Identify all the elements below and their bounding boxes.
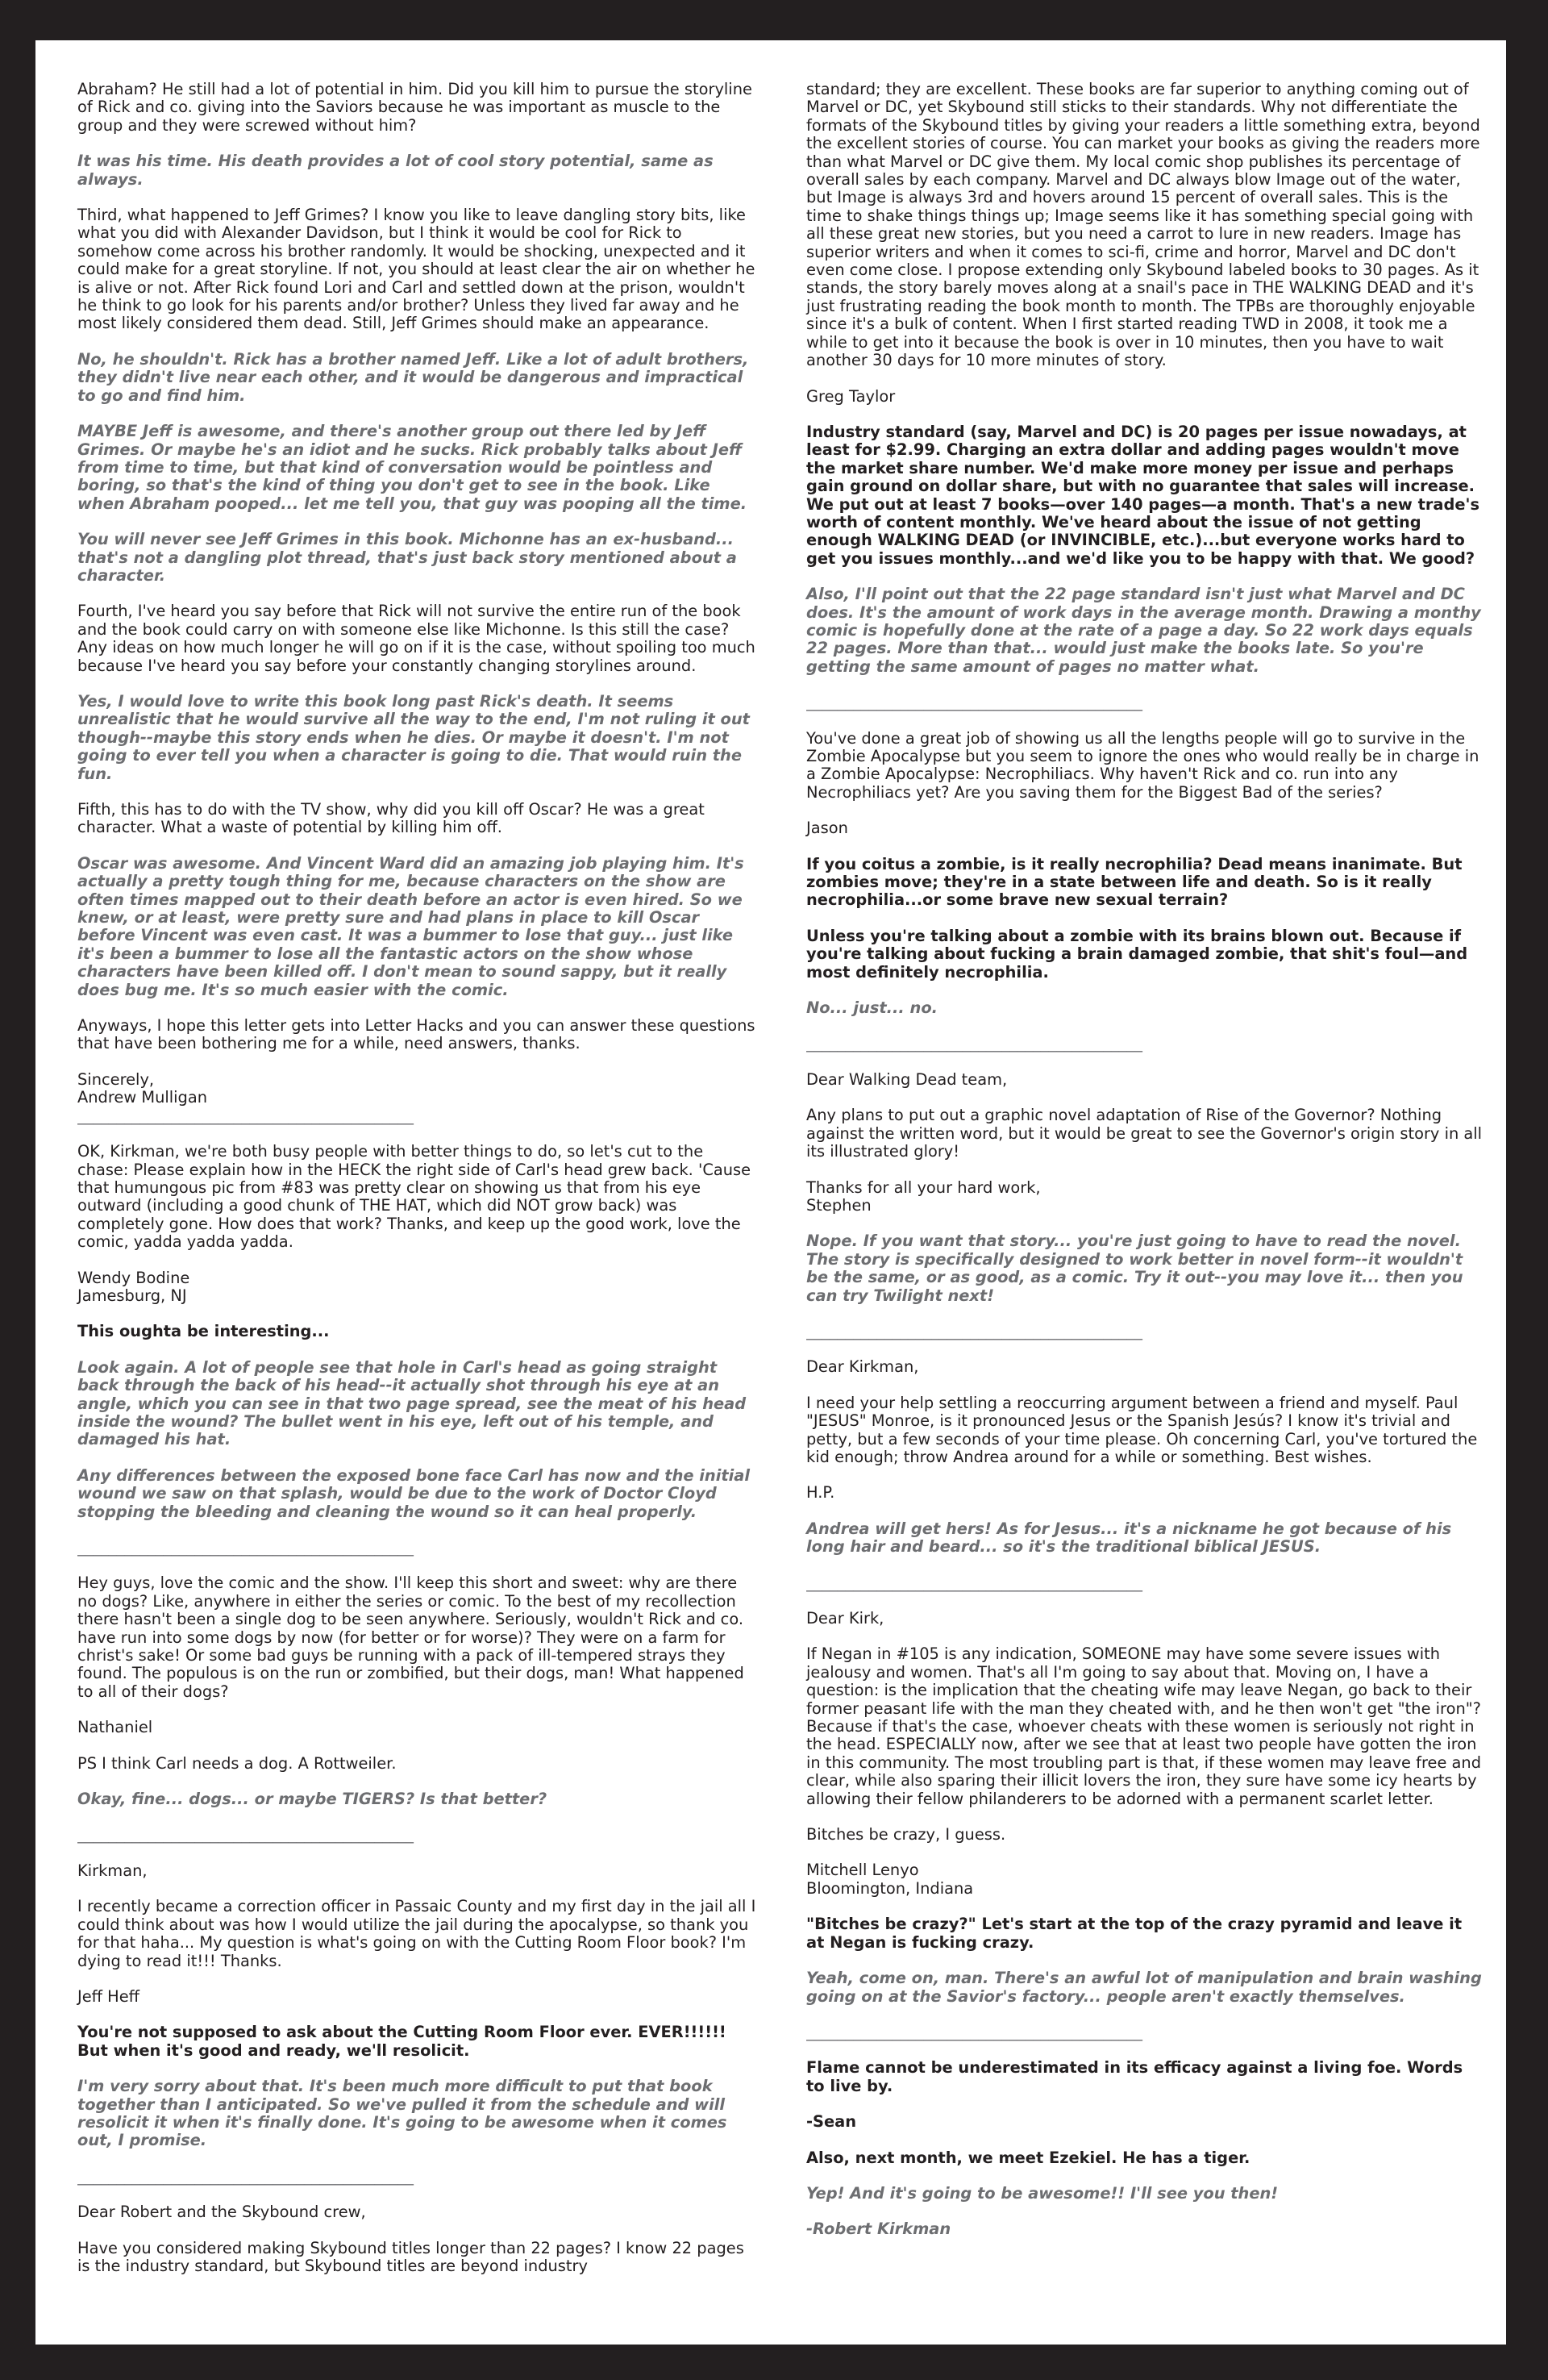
reader-letter-paragraph: Dear Kirk, <box>806 1609 884 1628</box>
reader-letter-paragraph: Kirkman, <box>77 1861 148 1880</box>
section-divider: ___________________________________________ <box>77 2167 414 2186</box>
reader-letter-paragraph: Dear Robert and the Skybound crew, <box>77 2203 366 2222</box>
editor-reply: I'm very sorry about that. It's been much more difficult to put that book together than I anticipated. So we've pulled it from the schedule and will resolicit it when it's finally done. It's going to be awesome when it comes out, I promise. <box>77 2077 727 2150</box>
letters-page <box>35 40 1506 2345</box>
reader-letter-paragraph: Jason <box>806 819 848 838</box>
reader-letter-paragraph: You've done a great job of showing us all the lengths people will go to survive in the Zombie Apocalypse but you seem to ignore the ones who would really be in charge in a Zombie Apocalypse: Necrophiliacs. Why haven't Rick and co. run into any Necrophiliacs yet? Are you saving them for the Biggest Bad of the series? <box>806 728 1479 802</box>
reader-letter-paragraph: Fifth, this has to do with the TV show, why did you kill off Oscar? He was a great character. What a waste of potential by killing him off. <box>77 800 705 837</box>
editor-response: Also, next month, we meet Ezekiel. He has a tiger. <box>806 2148 1250 2167</box>
section-divider: ___________________________________________ <box>77 1826 414 1844</box>
reader-letter-paragraph: Dear Kirkman, <box>806 1357 919 1377</box>
editor-reply: Okay, fine... dogs... or maybe TIGERS? Is that better? <box>77 1790 547 1809</box>
reader-letter-paragraph: Bloomington, Indiana <box>806 1878 974 1898</box>
editor-response: Flame cannot be underestimated in its efficacy against a living foe. Words to live by. <box>806 2058 1463 2095</box>
reader-letter-paragraph: Have you considered making Skybound titles longer than 22 pages? I know 22 pages is the industry standard, but Skybound titles are beyond industry <box>77 2238 744 2275</box>
editor-response: "Bitches be crazy?" Let's start at the top of the crazy pyramid and leave it at Negan is fucking crazy. <box>806 1915 1463 1952</box>
left-column <box>77 81 756 2293</box>
reader-letter-paragraph: Dear Walking Dead team, <box>806 1069 1008 1089</box>
editor-response: If you coitus a zombie, is it really necrophilia? Dead means inanimate. But zombies move; they're in a state between life and death. So is it really necrophilia...or some brave new sexual terrain? <box>806 854 1463 910</box>
letter-signature: Sincerely, <box>77 1069 155 1089</box>
editor-reply: Andrea will get hers! As for Jesus... it's a nickname he got because of his long hair and beard... so it's the traditional biblical JESUS. <box>806 1519 1452 1557</box>
editor-reply: Yes, I would love to write this book long past Rick's death. It seems unrealistic that he would survive all the way to the end, I'm not ruling it out though--maybe this story ends when he dies. Or maybe it doesn't. I'm not going to ever tell you when a character is going to die. That would ruin the fun. <box>77 691 750 783</box>
reader-letter-paragraph: PS I think Carl needs a dog. A Rottweiler. <box>77 1753 397 1773</box>
section-divider: ___________________________________________ <box>806 1035 1142 1053</box>
editor-response: You're not supposed to ask about the Cutting Room Floor ever. EVER!!!!!! But when it's good and ready, we'll resolicit. <box>77 2023 726 2060</box>
section-divider: ___________________________________________ <box>806 694 1142 712</box>
reader-letter-paragraph: Bitches be crazy, I guess. <box>806 1825 1006 1844</box>
letter-signature: Mitchell Lenyo <box>806 1861 919 1880</box>
reader-letter-paragraph: standard; they are excellent. These books are far superior to anything coming out of Marvel or DC, yet Skybound still sticks to their standards. Why not differentiate the formats of the Skybound titles by giving your readers a little something extra, beyond the excellent stories of course. You can market your books as giving the readers more than what Marvel or DC give them. My local comic shop publishes its percentage of overall sales by each company. Marvel and DC always blow Image out of the water, but Image is always 3rd and hovers around 15 percent of overall sales. This is the time to shake things things up; Image seems like it has something special going with all these great new stories, but you need a carrot to lure in new readers. Image has superior writers and when it comes to sci-fi, crime and horror, Marvel and DC don't even come close. I propose extending only Skybound labeled books to 30 pages. As it stands, the story barely moves along at a snail's pace in THE WALKING DEAD and it's just frustrating reading the book month to month. The TPBs are thoroughly enjoyable since it's a bulk of content. When I first started reading TWD in 2008, it took me a while to get into it because the book is over in 10 minutes, then you have to wait another 30 days for 10 more minutes of story. <box>806 80 1480 370</box>
letter-signature: Wendy Bodine <box>77 1268 190 1287</box>
section-divider: ___________________________________________ <box>806 2023 1142 2041</box>
reader-letter-paragraph: Stephen <box>806 1195 872 1215</box>
editor-response: Unless you're talking about a zombie with its brains blown out. Because if you're talking about fucking a brain damaged zombie, that shit's foul—and most definitely necrophilia. <box>806 926 1468 982</box>
reader-letter-paragraph: Hey guys, love the comic and the show. I'll keep this short and sweet: why are there no dogs? Like, anywhere in either the series or comic. To the best of my recollection there hasn't been a single dog to be seen anywhere. Seriously, wouldn't Rick and co. have run into some dogs by now (for better or for worse)? They were on a farm for christ's sake! Or some bad guys be running with a pack of ill-tempered strays they found. The populous is on the run or zombified, but their dogs, man! What happened to all of their dogs? <box>77 1573 744 1701</box>
reader-letter-paragraph: H.P. <box>806 1483 835 1503</box>
editor-reply: Also, I'll point out that the 22 page standard isn't just what Marvel and DC does. It's the amount of work days in the average month. Drawing a monthy comic is hopefully done at the rate of a page a day. So 22 work days equals 22 pages. More than that... would just make the books late. So you're getting the same amount of pages no matter what. <box>806 585 1481 676</box>
right-column <box>806 81 1485 2257</box>
reader-letter-paragraph: Any plans to put out a graphic novel adaptation of Rise of the Governor? Nothing against the written word, but it would be great to see the Governor's origin story in all its illustrated glory! <box>806 1106 1483 1161</box>
reader-letter-paragraph: If Negan in #105 is any indication, SOMEONE may have some severe issues with jealousy and women. That's all I'm going to say about that. Moving on, I have a question: is the implication that the cheating wife may leave Negan, go back to their former peasant life with the man they cheated with, and he then won't get "the iron"? Because if that's the case, whoever cheats with these women is seriously not right in the head. ESPECIALLY now, after we see that at least two people have gotten the iron in this community. The most troubling part is that, if these women may leave free and clear, while also sparing their illicit lovers the iron, they sure have some icy hearts by allowing their fellow philanderers to be adorned with a permanent scarlet letter. <box>806 1644 1482 1808</box>
editor-response: -Sean <box>806 2112 857 2132</box>
reader-letter-paragraph: Nathaniel <box>77 1718 153 1737</box>
editor-reply: Yeah, come on, man. There's an awful lot of manipulation and brain washing going on at the Savior's factory... people aren't exactly themselves. <box>806 1969 1482 2006</box>
letter-signature: Andrew Mulligan <box>77 1088 208 1107</box>
editor-reply: No, he shouldn't. Rick has a brother named Jeff. Like a lot of adult brothers, they didn't live near each other, and it would be dangerous and impractical to go and find him. <box>77 349 749 405</box>
reader-letter-paragraph: Fourth, I've heard you say before that Rick will not survive the entire run of the book and the book could carry on with someone else like Michonne. Is this still the case? Any ideas on how much longer he will go on if it is the case, without spoiling too much because I've heard you say before your constantly changing storylines around. <box>77 602 755 675</box>
editor-response: This oughta be interesting... <box>77 1322 330 1341</box>
editor-reply: -Robert Kirkman <box>806 2220 951 2239</box>
editor-reply: Any differences between the exposed bone face Carl has now and the initial wound we saw on that splash, would be due to the work of Doctor Cloyd stopping the bleeding and cleaning the wound so it can heal properly. <box>77 1465 751 1521</box>
editor-reply: It was his time. His death provides a lot of cool story potential, same as always. <box>77 152 714 189</box>
section-divider: ___________________________________________ <box>77 1539 414 1557</box>
editor-reply: MAYBE Jeff is awesome, and there's another group out there led by Jeff Grimes. Or maybe he's an idiot and he sucks. Rick probably talks about Jeff from time to time, but that kind of conversation would be pointless and boring, so that's the kind of thing you don't get to see in the book. Like when Abraham pooped... let me tell you, that guy was pooping all the time. <box>77 422 747 513</box>
editor-reply: Yep! And it's going to be awesome!! I'll see you then! <box>806 2183 1279 2203</box>
reader-letter-paragraph: I need your help settling a reoccurring argument between a friend and myself. Paul "JESUS" Monroe, is it pronounced Jesus or the Spanish Jesús? I know it's trivial and petty, but a few seconds of your time please. Oh concerning Carl, you've tortured the kid enough; throw Andrea around for a while or something. Best wishes. <box>806 1393 1478 1466</box>
section-divider: ___________________________________________ <box>77 1107 414 1125</box>
reader-letter-paragraph: Third, what happened to Jeff Grimes? I know you like to leave dangling story bits, like what you did with Alexander Davidson, but I think it would be cool for Rick to somehow come across his brother randomly. It would be shocking, unexpected and it could make for a great storyline. If not, you should at least clear the air on whether he is alive or not. After Rick found Lori and Carl and settled down at the prison, wouldn't he think to go look for his parents and/or brother? Unless they lived far away and he most likely considered them dead. Still, Jeff Grimes should make an appearance. <box>77 206 755 333</box>
editor-response: Industry standard (say, Marvel and DC) is 20 pages per issue nowadays, at least for $2.99. Charging an extra dollar and adding pages wouldn't move the market share number. We'd make more money per issue and perhaps gain ground on dollar share, but with no guarantee that sales will increase. We put out at least 7 books—over 140 pages—a month. That's a new trade's worth of content monthly. We've heard about the issue of not getting enough WALKING DEAD (or INVINCIBLE, etc.)...but everyone works hard to get you issues monthly...and we'd like you to be happy with that. We good? <box>806 422 1480 568</box>
section-divider: ___________________________________________ <box>806 1573 1142 1592</box>
letter-signature: Thanks for all your hard work, <box>806 1177 1041 1197</box>
editor-reply: You will never see Jeff Grimes in this book. Michonne has an ex-husband... that's not a dangling plot thread, that's just back story mentioned about a character. <box>77 530 737 585</box>
reader-letter-paragraph: I recently became a correction officer in Passaic County and my first day in the jail all I could think about was how I would utilize the jail during the apocalypse, so thank you for that haha... My question is what's going on with the Cutting Room Floor book? I'm dying to read it!!! Thanks. <box>77 1897 756 1970</box>
section-divider: ___________________________________________ <box>806 1322 1142 1340</box>
editor-reply: No... just... no. <box>806 998 938 1018</box>
editor-reply: Nope. If you want that story... you're just going to have to read the novel. The story is specifically designed to work better in novel form--it wouldn't be the same, or as good, as a comic. Try it out--you may love it... then you can try Twilight next! <box>806 1232 1463 1305</box>
reader-letter-paragraph: Abraham? He still had a lot of potential in him. Did you kill him to pursue the storyline of Rick and co. giving into the Saviors because he was important as muscle to the group and they were screwed without him? <box>77 80 752 135</box>
editor-reply: Look again. A lot of people see that hole in Carl's head as going straight back through the back of his head--it actually shot through his eye at an angle, which you can see in that two page spread, see the meat of his head inside the wound? The bullet went in his eye, left out of his temple, and damaged his hat. <box>77 1357 747 1449</box>
reader-letter-paragraph: Anyways, I hope this letter gets into Letter Hacks and you can answer these questions that have been bothering me for a while, need answers, thanks. <box>77 1016 755 1053</box>
reader-letter-paragraph: Jamesburg, NJ <box>77 1286 187 1305</box>
reader-letter-paragraph: OK, Kirkman, we're both busy people with better things to do, so let's cut to the chase: Please explain how in the HECK the right side of Carl's head grew back. 'Cause that humungous pic from #83 was pretty clear on showing us that from his eye outward (including a good chunk of THE HAT, which did NOT grow back) was completely gone. How does that work? Thanks, and keep up the good work, love the comic, yadda yadda yadda. <box>77 1142 751 1252</box>
reader-letter-paragraph: Greg Taylor <box>806 386 896 406</box>
reader-letter-paragraph: Jeff Heff <box>77 1986 140 2006</box>
editor-reply: Oscar was awesome. And Vincent Ward did an amazing job playing him. It's actually a pretty tough thing for me, because characters on the show are often times mapped out to their death before an actor is even hired. So we knew, or at least, were pretty sure and had plans in place to kill Oscar before Vincent was even cast. It was a bummer to lose that guy... just like it's been a bummer to lose all the fantastic actors on the show whose characters have been killed off. I don't mean to sound sappy, but it really does bug me. It's so much easier with the comic. <box>77 853 744 999</box>
